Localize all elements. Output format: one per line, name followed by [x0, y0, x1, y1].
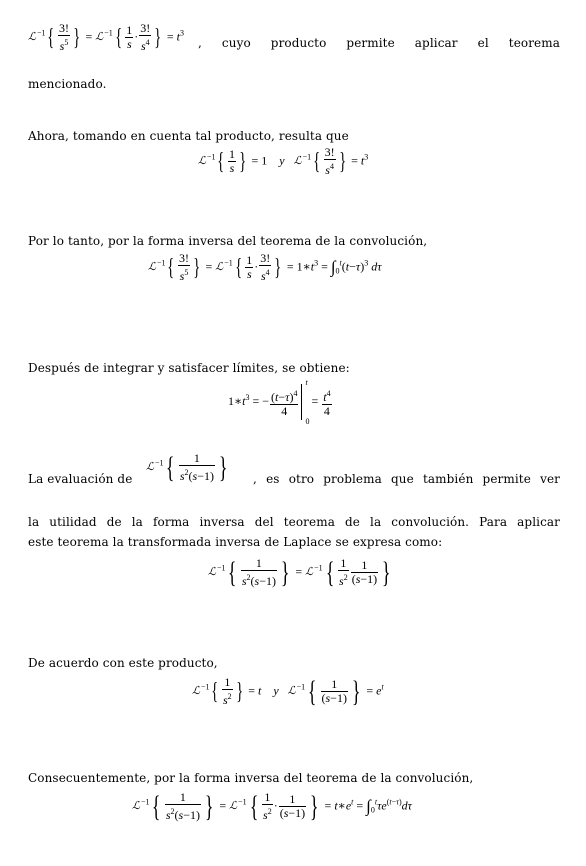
equation-convolution-1: ℒ$^{-1}${ $\frac{3!}{s^5}$ } = ℒ$^{-1}${ $\frac{1}{s}$ · $\frac{3!}{s^4}$ } = $1∗t^3 = \int_0^t(t-\tau)^3$ dτ — [148, 251, 382, 283]
equation-pair-2: ℒ$^{-1}${ $\frac{1}{s^2}$ } = t y ℒ$^{-1}${ $\frac{1}{(s-1)}$ } = $e^t$ — [192, 674, 384, 708]
equation-result: $1∗t^3$ = − $\frac{(t-\tau)^4}{4}$ t 0 = $\frac{t^4}{4}$ — [228, 378, 331, 426]
paragraph-5-head: La evaluación de — [28, 472, 133, 486]
paragraph-7: Consecuentemente, por la forma inversa del teorema de la convolución, — [28, 771, 474, 785]
paragraph-5-line3: este teorema la transformada inversa de Laplace se expresa como: — [28, 535, 443, 549]
paragraph-4: Después de integrar y satisfacer límites, se obtiene: — [28, 361, 350, 375]
paragraph-2: Ahora, tomando en cuenta tal producto, resulta que — [28, 129, 349, 143]
equation-intro: ℒ$^{-1}${ $\frac{3!}{s^5}$ } = ℒ$^{-1}${ $\frac{1}{s}$ · $\frac{3!}{s^4}$ } = $t^3$ — [28, 21, 184, 53]
paragraph-6: De acuerdo con este producto, — [28, 656, 218, 670]
equation-split: ℒ$^{-1}${ $\frac{1}{s^2(s-1)}$ } = ℒ$^{-1}${ $\frac{1}{s^2}$ $\frac{1}{(s-1)}$ } — [208, 555, 391, 589]
paragraph-5-line2: la utilidad de la forma inversa del teorema de la convolución. Para aplicar — [28, 515, 560, 529]
paragraph-1-line2: mencionado. — [28, 77, 107, 91]
paragraph-5-tail: , es otro problema que también permite ver — [253, 472, 560, 486]
equation-pair-1: ℒ$^{-1}${ $\frac{1}{s}$ } = 1 y ℒ$^{-1}${ $\frac{3!}{s^4}$ } = $t^3$ — [198, 145, 369, 177]
equation-convolution-2: ℒ$^{-1}${ $\frac{1}{s^2(s-1)}$ } = ℒ$^{-1}${ $\frac{1}{s^2}$ · $\frac{1}{(s-1)}$ } = $t∗e^t = \int_0^t\tau e^{(t-\tau)}d\tau$ — [132, 789, 412, 823]
paragraph-3: Por lo tanto, por la forma inversa del teorema de la convolución, — [28, 234, 428, 248]
conjunction-y: y — [279, 153, 285, 168]
paragraph-1-tail: , cuyo producto permite aplicar el teorema — [198, 36, 560, 50]
equation-inline-eval: ℒ$^{-1}${ $\frac{1}{s^2(s-1)}$ } — [146, 450, 228, 484]
